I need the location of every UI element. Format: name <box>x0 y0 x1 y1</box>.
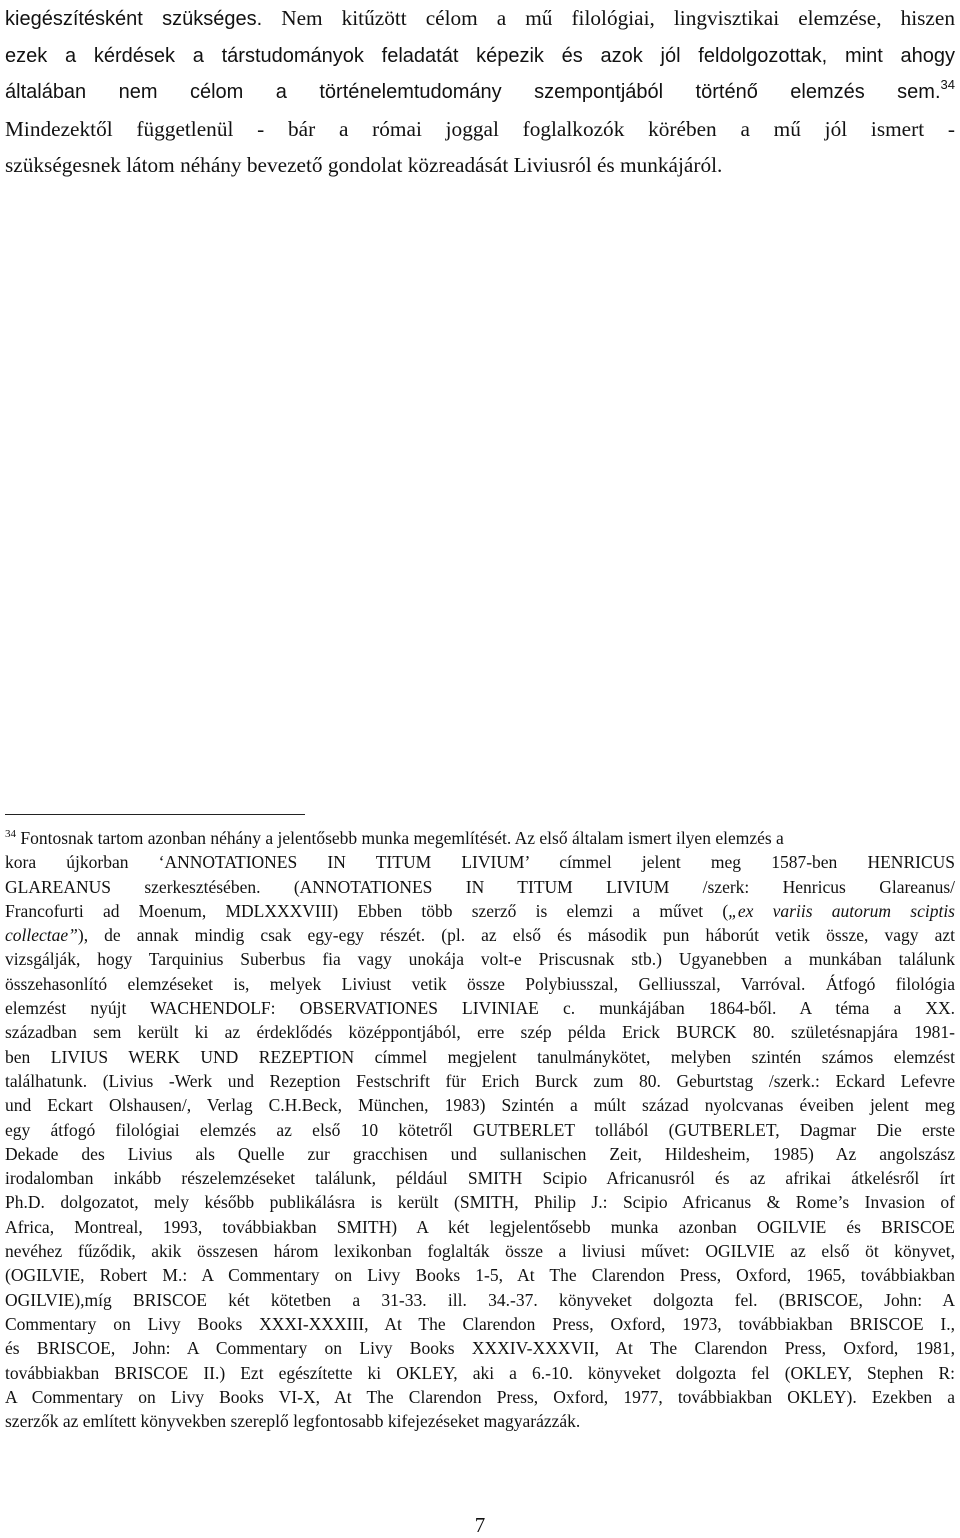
text-line: szükségesnek látom néhány bevezető gondolat közreadását Liviusról és munkájáról. <box>5 153 723 177</box>
footnote-reference[interactable]: 34 <box>940 77 955 92</box>
footnote-line: és BRISCOE, John: A Commentary on Livy Books XXXIV-XXXVII, At The Clarendon Press, Oxford, 1981, <box>5 1338 955 1359</box>
footnote-line <box>5 923 955 947</box>
text-run: Nem kitűzött célom a mű filológiai, lingvisztikai elemzése, hiszen <box>281 6 955 30</box>
text-line <box>5 74 955 111</box>
footnote-line: (OGILVIE, Robert M.: A Commentary on Livy Books 1-5, At The Clarendon Press, Oxford, 1965, továbbiakban <box>5 1265 955 1286</box>
footnote-line: találhatunk. (Livius -Werk und Rezeption Festschrift für Erich Burck zum 80. Geburtstag /szerk.: Eckard Lefevre <box>5 1070 955 1091</box>
body-paragraph <box>5 0 955 184</box>
footnote-line: ben LIVIUS WERK UND REZEPTION címmel megjelent tanulmánykötet, melyben szintén számos elemzést <box>5 1046 955 1067</box>
footnote-line: összehasonlító elemzéseket is, melyek Liviust vetik össze Polybiusszal, Gelliusszal, Varróval. Átfogó filológia <box>5 973 955 994</box>
footnote-line: und Eckart Olshausen/, Verlag C.H.Beck, München, 1983) Szintén a múlt század nyolcvanas éveiben jelent meg <box>5 1095 955 1116</box>
footnote-line: Africa, Montreal, 1993, továbbiakban SMITH) A két legjelentősebb munka azonban OGILVIE és BRISCOE <box>5 1216 955 1237</box>
text-run: Francofurti ad Moenum, MDLXXXVIII) Ebben több szerző is elemzi a művet ( <box>5 900 729 921</box>
footnote-line: elemzést nyújt WACHENDOLF: OBSERVATIONES LIVINIAE c. munkájában 1864-ből. A téma a XX. <box>5 998 955 1019</box>
latin-quote: collectae” <box>5 925 78 946</box>
footnote-line: A Commentary on Livy Books VI-X, At The Clarendon Press, Oxford, 1977, továbbiakban OKLEY). Ezekben a <box>5 1386 955 1407</box>
footnote-line: Commentary on Livy Books XXXI-XXXIII, At The Clarendon Press, Oxford, 1973, továbbiakban BRISCOE I., <box>5 1313 955 1334</box>
footnote-separator <box>5 814 305 815</box>
footnote-line: Dekade des Livius als Quelle zur gracchisen und sullanischen Zeit, Hildesheim, 1985) Az angolszász <box>5 1143 955 1164</box>
text-run: ), de annak mindig csak egy-egy részét. (pl. az első és második pun háborút vetik össze, vagy azt <box>77 925 955 946</box>
footnote-line: GLAREANUS szerkesztésében. (ANNOTATIONES IN TITUM LIVIUM /szerk: Henricus Glareanus/ <box>5 876 955 897</box>
footnote <box>5 826 955 1433</box>
footnote-line: Ph.D. dolgozatot, mely később publikálásra is került (SMITH, Philip J.: Scipio Africanus & Rome’s Invasion of <box>5 1192 955 1213</box>
footnote-line: kora újkorban ‘ANNOTATIONES IN TITUM LIVIUM’ címmel jelent meg 1587-ben HENRICUS <box>5 852 955 873</box>
footnote-line: OGILVIE),míg BRISCOE két kötetben a 31-33. ill. 34.-37. könyveket dolgozta fel. (BRISCOE, John: A <box>5 1289 955 1310</box>
text-run: kiegészítésként szükséges. <box>5 8 263 30</box>
footnote-line: irodalomban inkább részelemzéseket találunk, például SMITH Scipio Africanusról és az afrikai átkelésről írt <box>5 1168 955 1189</box>
page-number: 7 <box>474 1513 486 1537</box>
text-line: Mindezektől függetlenül - bár a római joggal foglalkozók körében a mű jól ismert - <box>5 116 955 141</box>
footnote-line: században sem került ki az érdeklődés középpontjából, erre szép példa Erick BURCK 80. születésnapjára 1981- <box>5 1022 955 1043</box>
footnote-line <box>5 899 955 923</box>
footnote-marker: 34 <box>5 828 16 840</box>
text-line <box>5 0 955 38</box>
text-run: általában nem célom a történelemtudomány szempontjából történő elemzés sem. <box>5 81 941 103</box>
footnote-line <box>5 826 955 850</box>
footnote-line: továbbiakban BRISCOE II.) Ezt egészítette ki OKLEY, aki a 6.-10. könyveket dolgozta fel (OKLEY, Stephen R: <box>5 1362 955 1383</box>
footnote-line: vizsgálják, hogy Tarquinius Suberbus fia vagy unokája volt-e Priscusnak stb.) Ugyanebben a munkában találunk <box>5 949 955 970</box>
footnote-line: szerzők az említett könyvekben szereplő legfontosabb kifejezéseket magyarázzák. <box>5 1411 581 1432</box>
footnote-line: nevéhez fűződik, akik összesen három lexikonban foglalták össze a liviusi művet: OGILVIE az első öt könyvet, <box>5 1241 955 1262</box>
latin-quote: „ex variis autorum sciptis <box>728 900 955 921</box>
text-run: Fontosnak tartom azonban néhány a jelentősebb munka megemlítését. Az első általam ismert ilyen elemzés a <box>20 828 784 848</box>
text-line: ezek a kérdések a társtudományok feladatát képezik és azok jól feldolgozottak, mint ahogy <box>5 44 955 67</box>
footnote-line: egy átfogó filológiai elemzés az első 10 kötetről GUTBERLET tollából (GUTBERLET, Dagmar Die erste <box>5 1119 955 1140</box>
